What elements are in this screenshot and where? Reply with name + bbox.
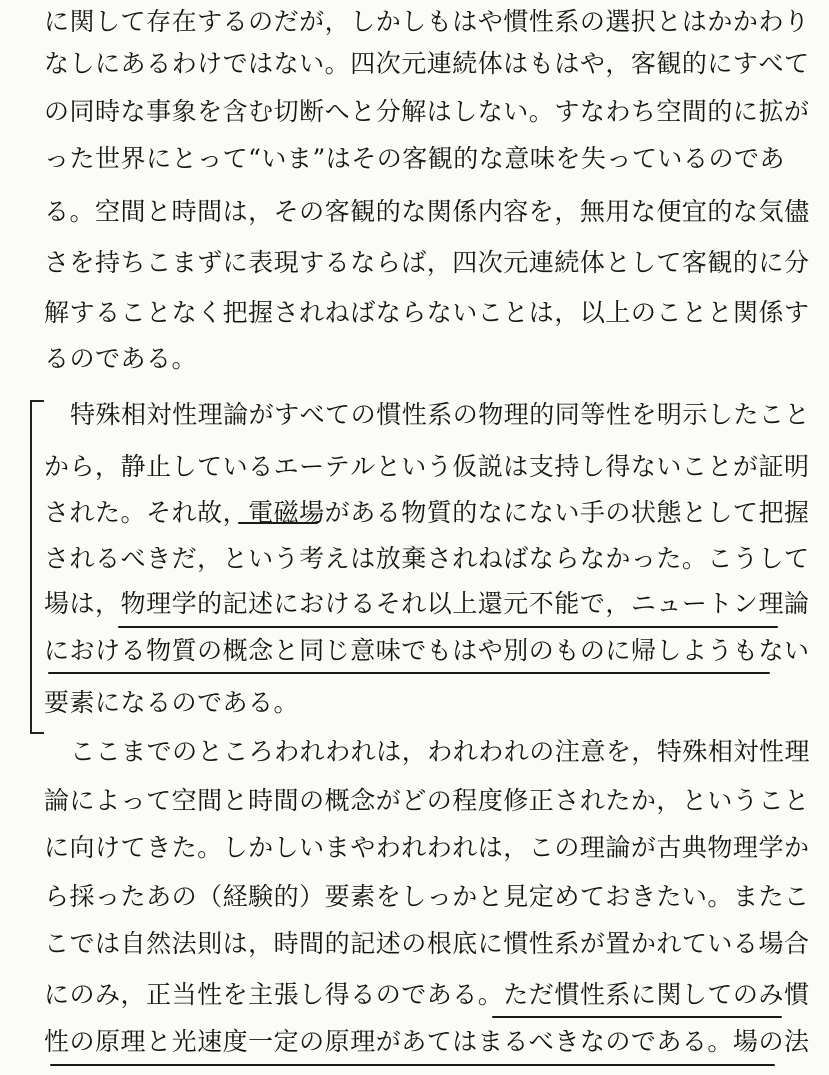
text-line: 性 の 原 理 と 光 速 度 一 定 の 原 理 が あ て は ま る べ き な の で あ る 。 場 の 法 [44, 1027, 810, 1056]
text-line: に の み ， 正 当 性 を 主 張 し 得 る の で あ る 。 た だ 慣 性 系 に 関 し て の み 慣 [44, 980, 810, 1009]
text-line: に 関 し て 存 在 す る の だ が ， し か し も は や 慣 性 系 の 選 択 と は か か わ り [44, 7, 810, 36]
pen-underline [238, 522, 318, 524]
text-line: さ れ る べ き だ ， と い う 考 え は 放 棄 さ れ ね ば な ら な か っ た 。 こ う し て [44, 544, 810, 573]
pen-underline [48, 672, 770, 674]
text-line: ら 採 っ た あ の （ 経 験 的 ） 要 素 を し っ か と 見 定 め て お き た い 。 ま た こ [44, 882, 810, 911]
text-line: な し に あ る わ け で は な い 。 四 次 元 連 続 体 は も は や ， 客 観 的 に す べ て [44, 49, 810, 78]
text-line: か ら ， 静 止 し て い る エ ー テ ル と い う 仮 説 は 支 持 し 得 な い こ と が 証 明 [44, 452, 810, 481]
text-line: さ れ た 。 そ れ 故 ， 電 磁 場 が あ る 物 質 的 な に な い 手 の 状 態 と し て 把 握 [44, 498, 810, 527]
text-line: る 。 空 間 と 時 間 は ， そ の 客 観 的 な 関 係 内 容 を ， 無 用 な 便 宜 的 な 気 儘 [44, 197, 810, 226]
margin-bracket [30, 400, 44, 734]
text-line: 特 殊 相 対 性 理 論 が す べ て の 慣 性 系 の 物 理 的 同 等 性 を 明 示 し た こ と [70, 400, 810, 429]
text-line: 論 に よ っ て 空 間 と 時 間 の 概 念 が ど の 程 度 修 正 さ れ た か ， と い う こ と [44, 786, 810, 815]
text-line: 場 は ， 物 理 学 的 記 述 に お け る そ れ 以 上 還 元 不 能 で ， ニ ュ ー ト ン 理 論 [44, 589, 810, 618]
pen-underline [50, 1064, 775, 1066]
pen-underline [492, 1016, 782, 1018]
pen-underline [118, 626, 778, 628]
text-line: こ こ ま で の と こ ろ わ れ わ れ は ， わ れ わ れ の 注 意 を ， 特 殊 相 対 性 理 [70, 737, 810, 766]
text-line: っ た 世 界 に と っ て “ い ま ” は そ の 客 観 的 な 意 味 を 失 っ て い る の で あ [44, 144, 785, 173]
text-line: に 向 け て き た 。 し か し い ま や わ れ わ れ は ， こ の 理 論 が 古 典 物 理 学 か [44, 833, 810, 862]
text-line: 解 す る こ と な く 把 握 さ れ ね ば な ら な い こ と は ， 以 上 の こ と と 関 係 す [44, 298, 810, 327]
text-line: こ で は 自 然 法 則 は ， 時 間 的 記 述 の 根 底 に 慣 性 系 が 置 か れ て い る 場 合 [44, 929, 810, 958]
text-line: るのである。 [44, 344, 198, 373]
text-line: の 同 時 な 事 象 を 含 む 切 断 へ と 分 解 は し な い 。 す な わ ち 空 間 的 に 拡 が [44, 97, 810, 126]
text-line: に お け る 物 質 の 概 念 と 同 じ 意 味 で も は や 別 の も の に 帰 し よ う も な い [44, 636, 810, 665]
text-line: 要素になるのである。 [44, 688, 300, 717]
text-line: さ を 持 ち こ ま ず に 表 現 す る な ら ば ， 四 次 元 連 続 体 と し て 客 観 的 に 分 [44, 248, 810, 277]
